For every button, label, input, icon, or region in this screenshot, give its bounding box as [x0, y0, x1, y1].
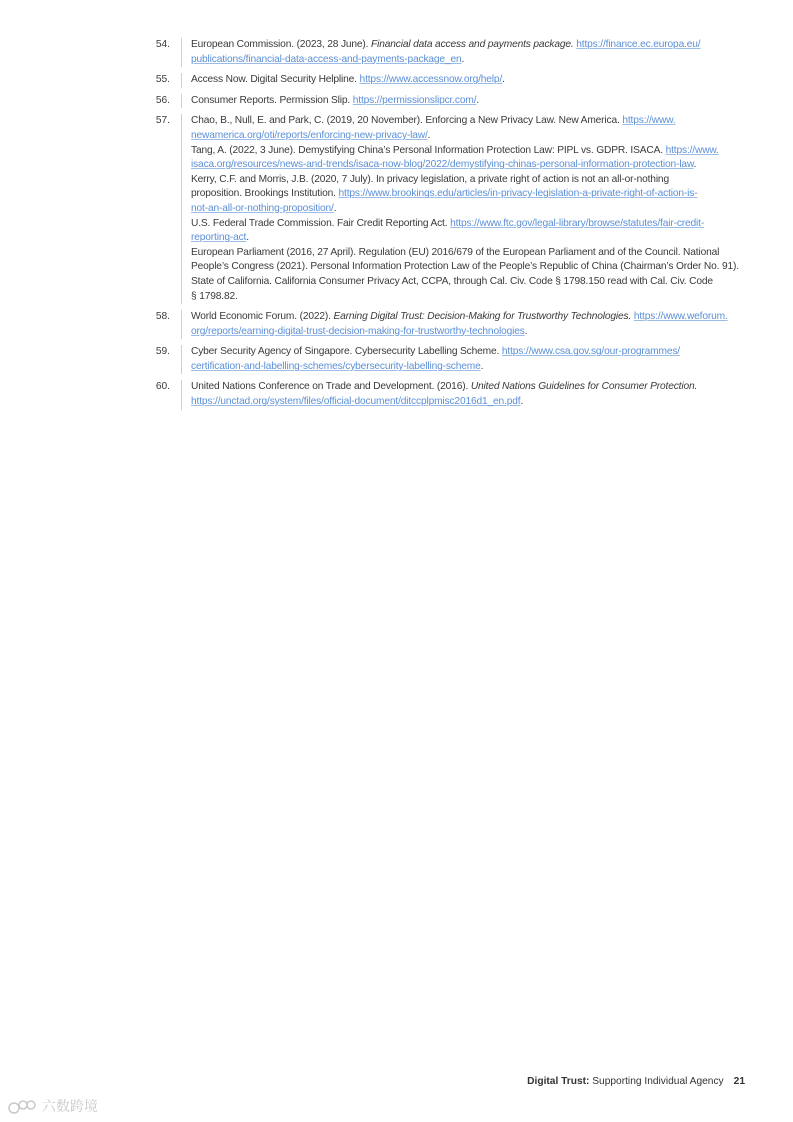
reference-link[interactable]: reporting-act — [191, 232, 247, 244]
reference-segment: . — [524, 325, 528, 337]
reference-text — [181, 310, 757, 339]
reference-line — [191, 94, 757, 109]
reference-segment: proposition. Brookings Institution. — [191, 188, 339, 200]
reference-item — [0, 94, 793, 109]
reference-segment: Consumer Reports. Permission Slip. — [191, 94, 353, 106]
reference-link[interactable]: newamerica.org/oti/reports/enforcing-new-privacy-law/ — [191, 129, 428, 141]
reference-item — [0, 38, 793, 67]
reference-number: 56. — [155, 94, 170, 106]
reference-line — [191, 231, 757, 246]
reference-segment: State of California. California Consumer Privacy Act, CCPA, through Cal. Civ. Code § 1798.150 read with Cal. Civ. Code — [191, 275, 713, 287]
reference-line — [191, 360, 757, 375]
reference-line — [191, 129, 757, 144]
reference-link[interactable]: https://www.brookings.edu/articles/in-privacy-legislation-a-private-right-of-action-is- — [338, 188, 698, 200]
page-footer — [527, 1076, 745, 1087]
reference-line — [191, 114, 757, 129]
reference-segment: European Commission. (2023, 28 June). — [191, 39, 372, 50]
footer-subtitle: Supporting Individual Agency — [589, 1076, 724, 1087]
watermark-logo-icon — [8, 1099, 38, 1115]
reference-line — [191, 290, 757, 305]
reference-line — [191, 345, 757, 360]
reference-segment: . — [333, 202, 337, 214]
reference-text — [181, 73, 757, 88]
reference-segment: Kerry, C.F. and Morris, J.B. (2020, 7 July). In privacy legislation, a private right of action is not an all-or-nothing — [191, 173, 669, 185]
reference-link[interactable]: https://permissionslipcr.com/ — [352, 94, 477, 106]
reference-segment: Tang, A. (2022, 3 June). Demystifying China’s Personal Information Protection Law: PIPL vs. GDPR. ISACA. — [191, 144, 666, 156]
reference-line — [191, 380, 757, 395]
reference-line — [191, 217, 757, 232]
reference-number: 59. — [155, 346, 170, 358]
reference-number: 54. — [155, 39, 170, 50]
reference-segment: People’s Congress (2021). Personal Information Protection Law of the People’s Republic of China (Chairman’s Order No. 91). — [191, 261, 739, 273]
reference-line — [191, 246, 757, 261]
reference-line — [191, 38, 757, 53]
reference-item — [0, 310, 793, 339]
reference-title: Financial data access and payments package. — [371, 39, 574, 50]
reference-segment: European Parliament (2016, 27 April). Regulation (EU) 2016/679 of the European Parliament and of the Council. National — [191, 246, 720, 258]
reference-segment: . — [476, 94, 480, 106]
references-list — [0, 38, 793, 416]
reference-link[interactable]: not-an-all-or-nothing-proposition/ — [191, 202, 334, 214]
reference-text — [181, 38, 757, 67]
reference-line — [191, 53, 757, 68]
reference-segment: § 1798.82. — [191, 290, 238, 302]
reference-text — [181, 380, 757, 409]
reference-segment: U.S. Federal Trade Commission. Fair Credit Reporting Act. — [191, 217, 451, 229]
reference-link[interactable]: isaca.org/resources/news-and-trends/isaca-now-blog/2022/demystifying-chinas-personal-information-protection-law — [191, 159, 694, 171]
reference-line — [191, 144, 757, 159]
reference-item — [0, 380, 793, 409]
reference-link[interactable]: https://www. — [622, 115, 676, 127]
reference-segment: Chao, B., Null, E. and Park, C. (2019, 20 November). Enforcing a New Privacy Law. New America. — [191, 115, 623, 127]
reference-item — [0, 114, 793, 304]
reference-segment: . — [461, 53, 465, 65]
reference-number: 57. — [155, 115, 170, 127]
reference-link[interactable]: https://www.ftc.gov/legal-library/browse/statutes/fair-credit- — [450, 217, 705, 229]
reference-link[interactable]: https://www. — [665, 144, 719, 156]
reference-link[interactable]: https://www.weforum. — [633, 311, 728, 323]
watermark — [8, 1096, 108, 1118]
reference-link[interactable]: https://www.accessnow.org/help/ — [359, 74, 503, 86]
reference-number: 55. — [155, 74, 170, 86]
reference-line — [191, 310, 757, 325]
reference-line — [191, 325, 757, 340]
footer-brand: Digital Trust: — [527, 1076, 590, 1087]
reference-segment: . — [427, 129, 431, 141]
reference-line — [191, 187, 757, 202]
reference-link[interactable]: certification-and-labelling-schemes/cybersecurity-labelling-scheme — [191, 360, 481, 372]
reference-link[interactable]: https://finance.ec.europa.eu/ — [576, 39, 701, 50]
reference-text — [181, 94, 757, 109]
reference-segment: . — [520, 396, 524, 408]
reference-line — [191, 73, 757, 88]
reference-line — [191, 260, 757, 275]
reference-segment: . — [246, 232, 249, 244]
reference-title: United Nations Guidelines for Consumer Protection. — [470, 381, 698, 393]
reference-link[interactable]: https://www.csa.gov.sg/our-programmes/ — [501, 346, 680, 358]
reference-segment: World Economic Forum. (2022). — [191, 311, 334, 323]
reference-item — [0, 345, 793, 374]
reference-item — [0, 73, 793, 88]
reference-line — [191, 202, 757, 217]
reference-number: 58. — [155, 311, 170, 323]
reference-link[interactable]: https://unctad.org/system/files/official-document/ditccplpmisc2016d1_en.pdf — [191, 396, 521, 408]
reference-link[interactable]: org/reports/earning-digital-trust-decision-making-for-trustworthy-technologies — [191, 325, 525, 337]
reference-line — [191, 275, 757, 290]
reference-text — [181, 114, 757, 304]
reference-link[interactable]: publications/financial-data-access-and-payments-package_en — [191, 53, 462, 65]
reference-line — [191, 395, 757, 410]
reference-line — [191, 173, 757, 188]
reference-segment: United Nations Conference on Trade and Development. (2016). — [191, 381, 471, 393]
reference-text — [181, 345, 757, 374]
page-number: 21 — [733, 1076, 745, 1087]
reference-segment: . — [502, 74, 505, 86]
reference-number: 60. — [155, 381, 170, 393]
reference-segment: Access Now. Digital Security Helpline. — [191, 74, 360, 86]
reference-segment: Cyber Security Agency of Singapore. Cybersecurity Labelling Scheme. — [191, 346, 502, 358]
reference-title: Earning Digital Trust: Decision-Making for Trustworthy Technologies. — [333, 311, 632, 323]
reference-segment: . — [480, 360, 484, 372]
reference-line — [191, 158, 757, 173]
watermark-text: 六数跨境 — [41, 1098, 98, 1114]
reference-segment: . — [693, 159, 697, 171]
